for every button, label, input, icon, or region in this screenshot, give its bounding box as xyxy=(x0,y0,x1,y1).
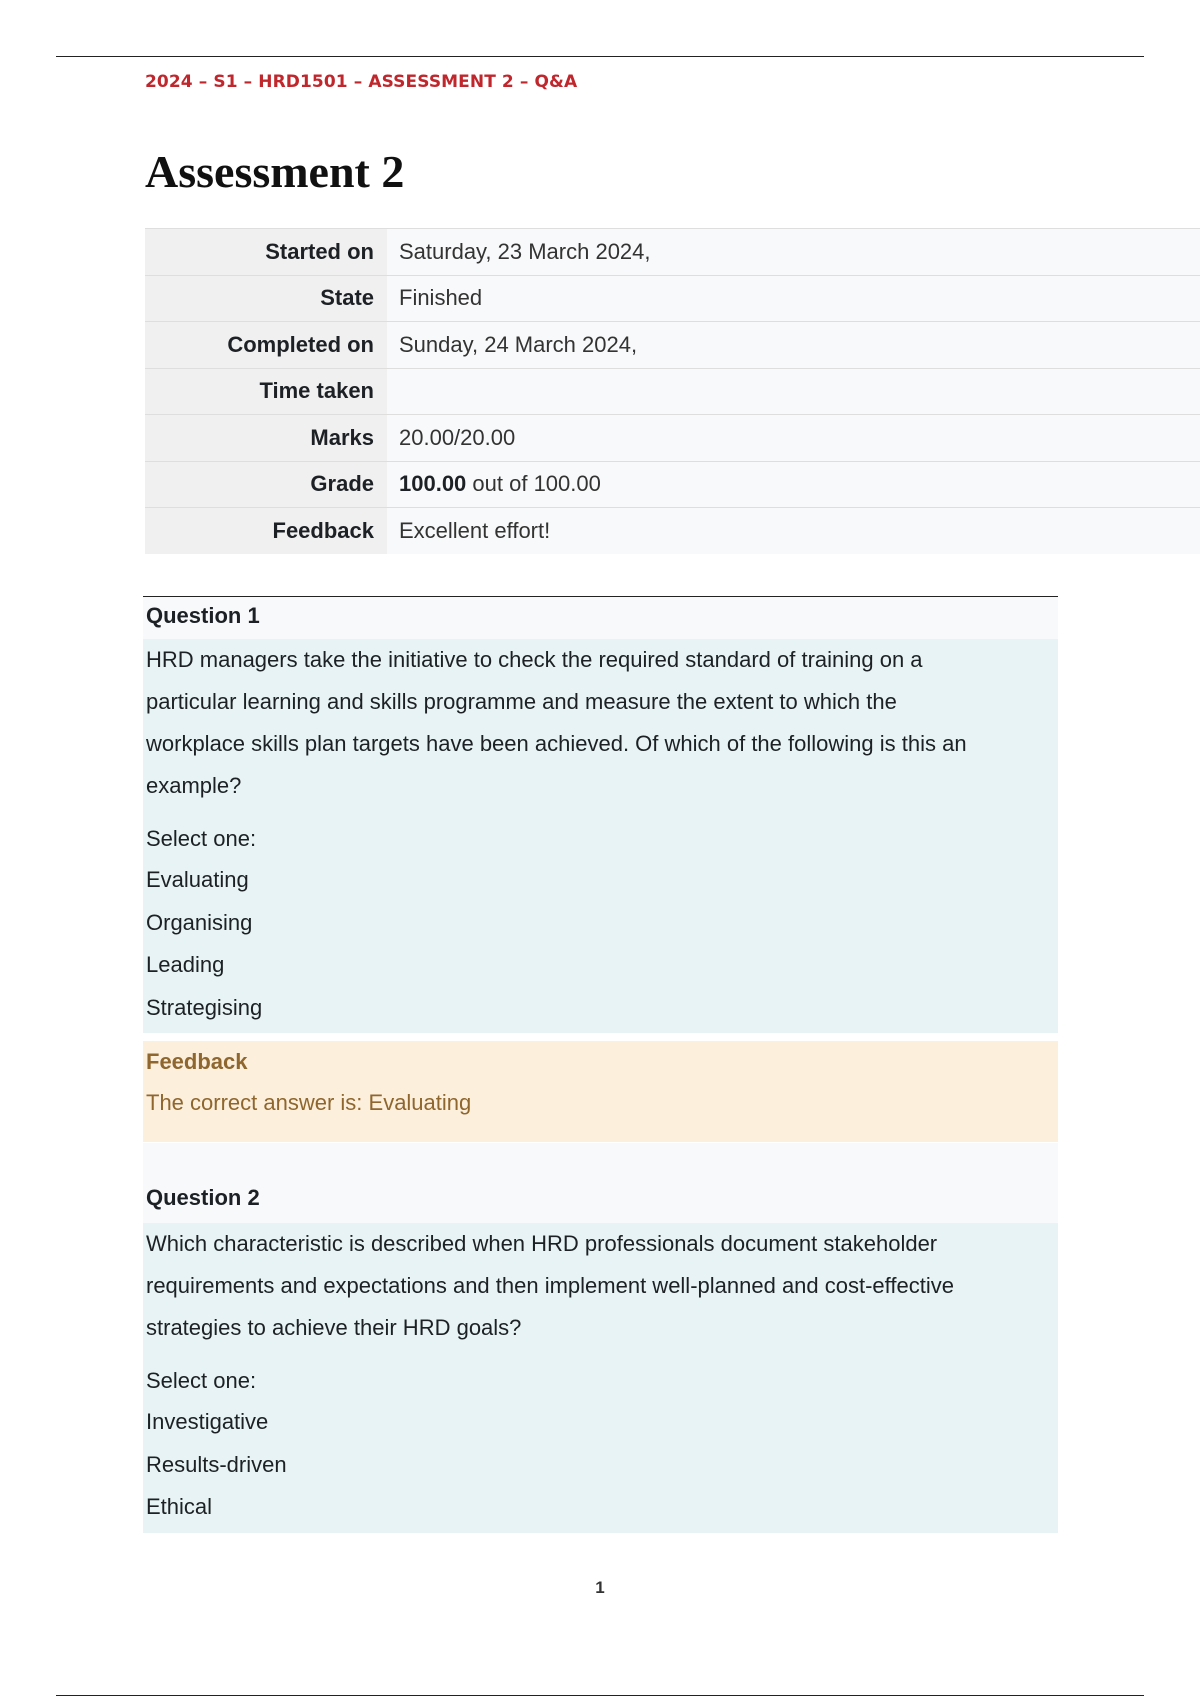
question-body xyxy=(143,1223,1058,1533)
question-text-line: example? xyxy=(146,773,242,798)
answer-option[interactable]: Strategising xyxy=(146,994,263,1020)
summary-row-time-taken xyxy=(145,368,1200,415)
grade-score: 100.00 xyxy=(399,471,467,497)
summary-row-completed-on xyxy=(145,322,1200,369)
question-title: Question 2 xyxy=(143,1143,1058,1223)
summary-row-marks xyxy=(145,415,1200,462)
answer-option[interactable]: Investigative xyxy=(146,1409,269,1434)
summary-row-started-on xyxy=(145,229,1200,276)
summary-value xyxy=(387,368,1200,415)
summary-value: Sunday, 24 March 2024, xyxy=(387,322,1200,369)
summary-row-state xyxy=(145,275,1200,322)
summary-label: Started on xyxy=(145,229,387,276)
summary-label: Feedback xyxy=(145,508,387,555)
summary-value: Excellent effort! xyxy=(387,508,1200,555)
summary-value xyxy=(387,461,1200,508)
summary-label: State xyxy=(145,275,387,322)
answer-option[interactable]: Evaluating xyxy=(146,867,249,892)
question-title: Question 1 xyxy=(143,597,1058,639)
question-text-line: HRD managers take the initiative to check the required standard of training on a xyxy=(146,647,923,672)
page-title: Assessment 2 xyxy=(145,146,405,197)
answer-option[interactable]: Ethical xyxy=(146,1494,213,1519)
question-body xyxy=(143,639,1058,1033)
feedback-text: The correct answer is: Evaluating xyxy=(146,1090,472,1115)
question-2 xyxy=(143,1143,1058,1533)
summary-row-grade xyxy=(145,461,1200,508)
summary-label: Grade xyxy=(145,461,387,508)
summary-value: Saturday, 23 March 2024, xyxy=(387,229,1200,276)
question-text xyxy=(146,1223,1055,1349)
feedback-panel xyxy=(143,1041,1058,1142)
summary-value: Finished xyxy=(387,275,1200,322)
answer-option[interactable]: Organising xyxy=(146,909,253,935)
summary-label: Time taken xyxy=(145,368,387,415)
question-text xyxy=(146,639,1055,807)
summary-label: Completed on xyxy=(145,322,387,369)
question-text-line: requirements and expectations and then implement well-planned and cost-effective xyxy=(146,1273,954,1298)
top-rule xyxy=(56,56,1144,57)
question-text-line: workplace skills plan targets have been achieved. Of which of the following is this an xyxy=(146,731,967,756)
bottom-rule xyxy=(56,1695,1144,1696)
summary-row-feedback xyxy=(145,508,1200,555)
question-text-line: Which characteristic is described when HRD professionals document stakeholder xyxy=(146,1231,938,1256)
select-one-label: Select one: xyxy=(146,1368,257,1393)
summary-label: Marks xyxy=(145,415,387,462)
answer-option[interactable]: Results-driven xyxy=(146,1451,287,1477)
answer-option[interactable]: Leading xyxy=(146,952,225,977)
page-number: 1 xyxy=(595,1578,605,1597)
document-header: 2024 – S1 – HRD1501 – ASSESSMENT 2 – Q&A xyxy=(145,72,578,92)
select-one-label: Select one: xyxy=(146,826,257,851)
question-text-line: strategies to achieve their HRD goals? xyxy=(146,1315,522,1340)
question-text-line: particular learning and skills programme and measure the extent to which the xyxy=(146,689,897,714)
summary-value: 20.00/20.00 xyxy=(387,415,1200,462)
question-1 xyxy=(143,596,1058,1142)
grade-out-of: out of 100.00 xyxy=(466,471,601,497)
attempt-summary-table xyxy=(145,228,1200,554)
feedback-title: Feedback xyxy=(146,1049,248,1074)
